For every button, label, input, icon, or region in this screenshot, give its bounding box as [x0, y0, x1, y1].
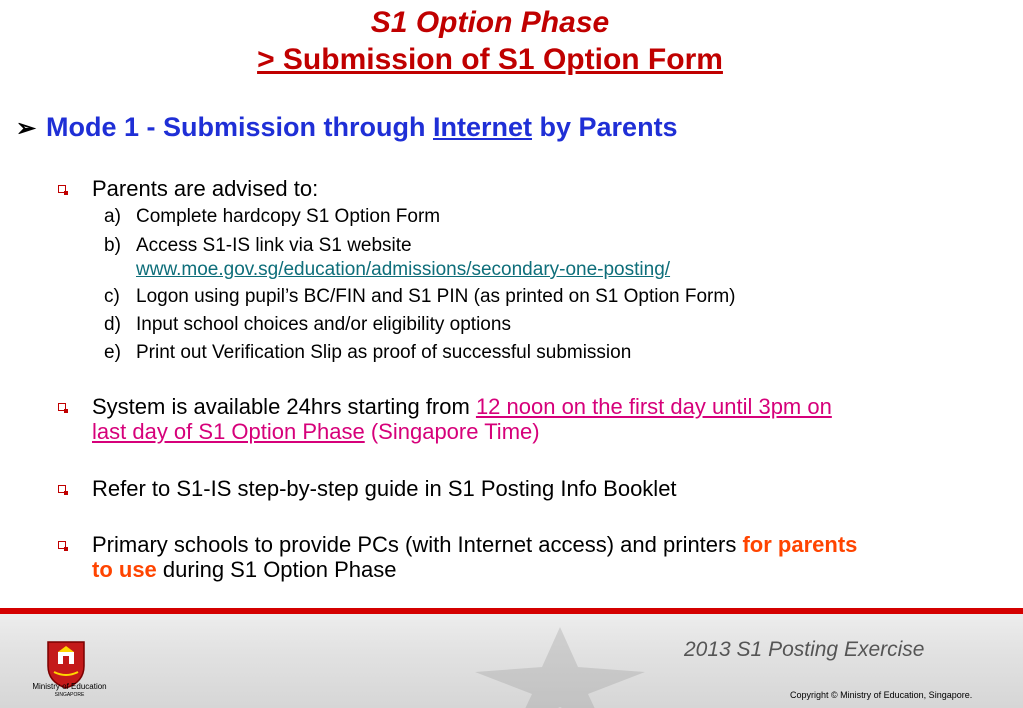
list-text: Input school choices and/or eligibility options: [136, 314, 511, 335]
bullet-text: Refer to S1-IS step-by-step guide in S1 Posting Info Booklet: [92, 476, 677, 501]
primary-text-prefix: Primary schools to provide PCs (with Internet access) and printers: [92, 532, 743, 557]
list-text: Logon using pupil’s BC/FIN and S1 PIN (as printed on S1 Option Form): [136, 286, 736, 307]
bullet-text: Parents are advised to:: [92, 176, 319, 201]
mode-heading: [16, 112, 678, 143]
list-text: Print out Verification Slip as proof of successful submission: [136, 342, 632, 363]
title-line-1: S1 Option Phase: [370, 6, 610, 39]
list-label: c): [104, 286, 120, 307]
list-item-c: [104, 285, 736, 309]
list-label: e): [104, 342, 121, 363]
starfish-background-icon: [470, 622, 650, 708]
title-line-2: > Submission of S1 Option Form: [257, 43, 723, 76]
moe-logo-text: [22, 682, 117, 700]
system-time-highlight-1: 12 noon on the first day until 3pm on: [475, 394, 832, 419]
list-label: d): [104, 314, 121, 335]
square-bullet-icon: [58, 485, 66, 493]
system-time-highlight-2: last day of S1 Option Phase: [92, 419, 365, 444]
arrow-bullet-icon: ➢: [16, 115, 37, 142]
primary-emphasis-1: for parents: [742, 532, 858, 557]
list-item-e: [104, 341, 631, 365]
square-bullet-icon: [58, 403, 66, 411]
moe-logo-line2: SINGAPORE: [54, 692, 85, 698]
system-text-prefix: System is available 24hrs starting from: [92, 394, 476, 419]
footer: [0, 614, 1023, 708]
primary-text-suffix: during S1 Option Phase: [156, 557, 397, 582]
list-label: b): [104, 235, 121, 256]
square-bullet-icon: [58, 541, 66, 549]
list-item-a: [104, 205, 440, 229]
slide-title: [0, 6, 980, 80]
list-item-d: [104, 313, 511, 337]
list-text: Access S1-IS link via S1 website: [136, 235, 412, 256]
heading-text-part1: Mode 1 - Submission through: [46, 112, 433, 142]
square-bullet-icon: [58, 185, 66, 193]
heading-text-part2: by Parents: [532, 112, 678, 142]
exercise-label: 2013 S1 Posting Exercise: [684, 638, 925, 661]
bullet-text: [92, 394, 832, 444]
bullet-text: [92, 532, 857, 582]
moe-logo-line1: Ministry of Education: [32, 682, 107, 691]
moe-website-link[interactable]: www.moe.gov.sg/education/admissions/secondary-one-posting/: [136, 259, 671, 280]
copyright-text: Copyright © Ministry of Education, Singapore.: [790, 690, 973, 700]
list-text: Complete hardcopy S1 Option Form: [136, 206, 441, 227]
primary-emphasis-2: to use: [92, 557, 157, 582]
system-text-suffix: (Singapore Time): [364, 419, 540, 444]
list-label: a): [104, 206, 121, 227]
list-item-b: [104, 234, 670, 282]
heading-internet: Internet: [433, 112, 533, 142]
